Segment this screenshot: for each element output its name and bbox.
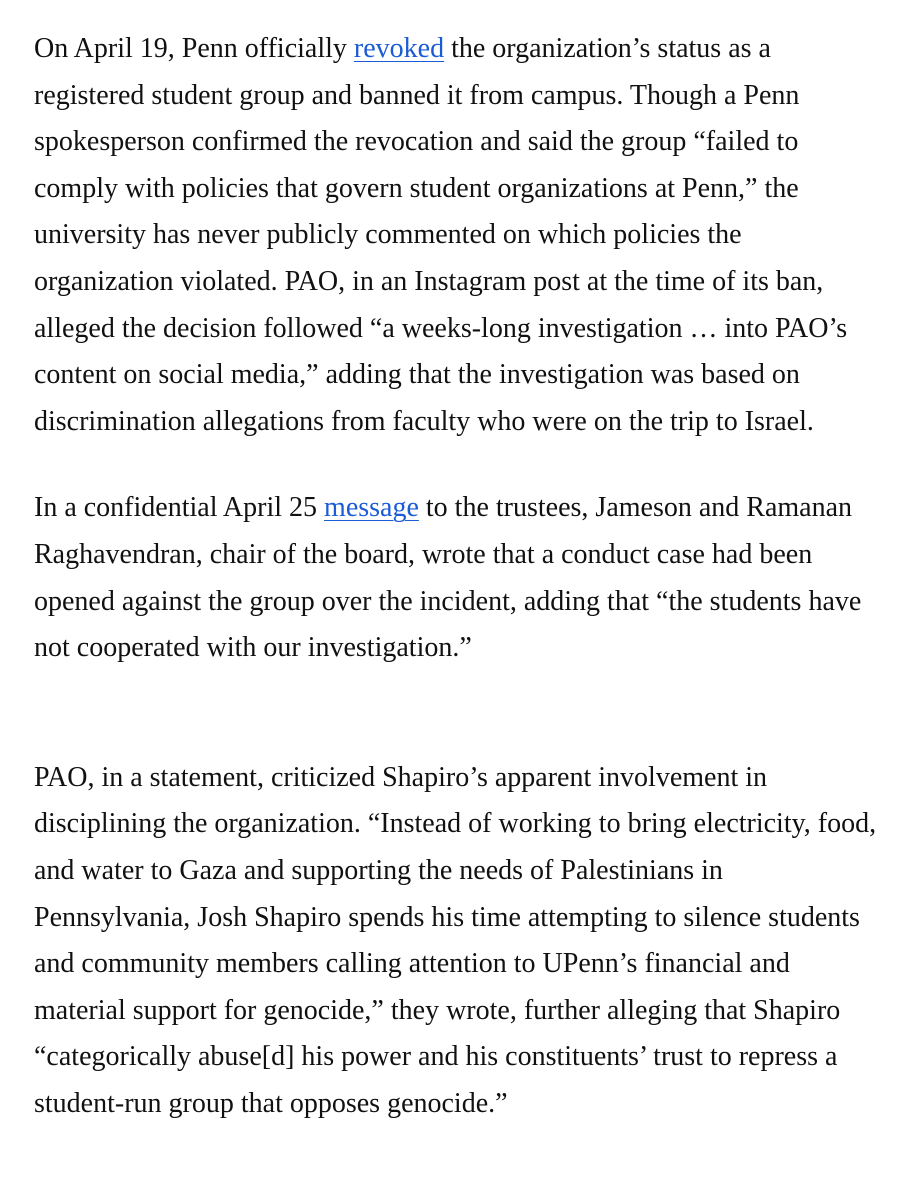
paragraph-text-start: On April 19, Penn officially — [34, 33, 354, 64]
message-link[interactable]: message — [324, 492, 419, 524]
paragraph-pao-statement — [34, 755, 884, 1128]
paragraph-text: PAO, in a statement, criticized Shapiro’s apparent involvement in disciplining the organization. “Instead of working to bring electricity, food, and water to Gaza and supporting the needs of Palestinians in Pennsylvania, Josh Shapiro spends his time attempting to silence students and community members calling attention to UPenn’s financial and material support for genocide,” they wrote, further alleging that Shapiro “categorically abuse[d] his power and his constituents’ trust to repress a student-run group that opposes genocide.” — [34, 761, 877, 1119]
revoked-link[interactable]: revoked — [353, 33, 445, 64]
paragraph-text-end: to the trustees, Jameson and Ramanan Raghavendran, chair of the board, wrote that a conduct case had been opened against the group over the incident, adding that “the students have not cooperated with our investigation.” — [34, 492, 862, 664]
paragraph-text-start: In a confidential April 25 — [34, 492, 325, 524]
article-body — [34, 26, 884, 1127]
paragraph-text-end: the organization’s status as a registered student group and banned it from campus. Though a Penn spokesperson confirmed the revocation and said the group “failed to comply with policies that govern student organizations at Penn,” the university has never publicly commented on which policies the organization violated. PAO, in an Instagram post at the time of its ban, alleged the decision followed “a weeks-long investigation … into PAO’s content on social media,” adding that the investigation was based on discrimination allegations from faculty who were on the trip to Israel. — [34, 33, 848, 437]
paragraph-revocation — [34, 26, 884, 445]
paragraph-confidential-message — [34, 485, 884, 671]
